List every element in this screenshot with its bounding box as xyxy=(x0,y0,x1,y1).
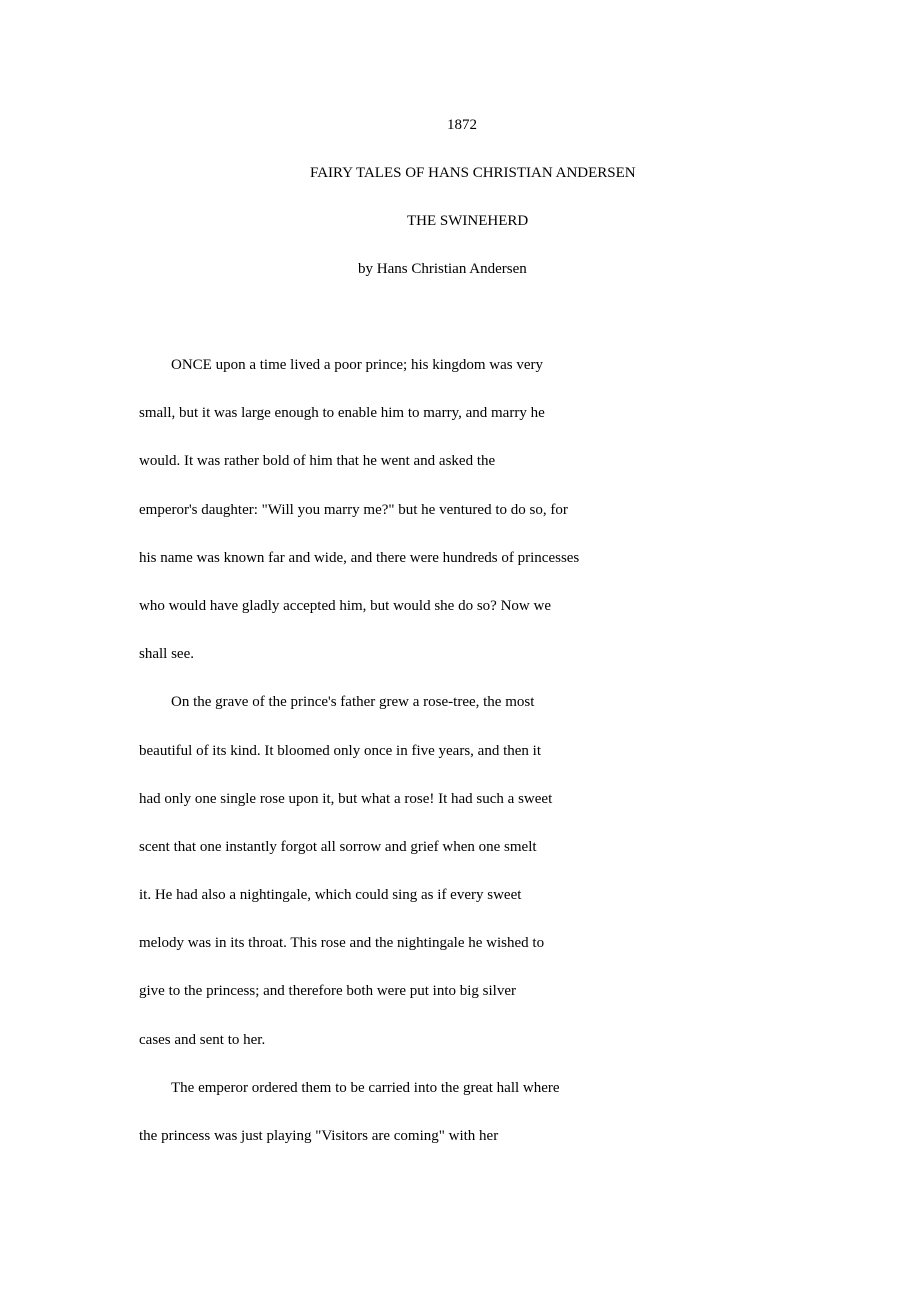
paragraph-1-line-1: ONCE upon a time lived a poor prince; his kingdom was very xyxy=(171,357,544,373)
story-body xyxy=(139,356,659,1175)
paragraph-2-line-6: melody was in its throat. This rose and the nightingale he wished to xyxy=(139,935,545,952)
paragraph-2-line-5: it. He had also a nightingale, which could sing as if every sweet xyxy=(139,887,522,904)
paragraph-2-line-3: had only one single rose upon it, but what a rose! It had such a sweet xyxy=(139,790,553,807)
paragraph-1-line-4: emperor's daughter: "Will you marry me?" but he ventured to do so, for xyxy=(139,501,568,518)
series-title: FAIRY TALES OF HANS CHRISTIAN ANDERSEN xyxy=(310,165,636,181)
paragraph-1-line-5: his name was known far and wide, and there were hundreds of princesses xyxy=(139,549,580,566)
paragraph-1-line-7: shall see. xyxy=(139,646,194,663)
paragraph-2-line-1: On the grave of the prince's father grew a rose-tree, the most xyxy=(171,694,535,711)
paragraph-3-line-2: the princess was just playing "Visitors are coming" with her xyxy=(139,1128,499,1144)
paragraph-2-line-7: give to the princess; and therefore both were put into big silver xyxy=(139,983,516,1000)
publication-year: 1872 xyxy=(447,117,477,133)
paragraph-1-line-3: would. It was rather bold of him that he went and asked the xyxy=(139,453,496,470)
story-title: THE SWINEHERD xyxy=(407,213,529,229)
paragraph-2-line-2: beautiful of its kind. It bloomed only once in five years, and then it xyxy=(139,742,541,759)
paragraph-1-line-2: small, but it was large enough to enable him to marry, and marry he xyxy=(139,405,545,422)
paragraph-3-line-1: The emperor ordered them to be carried into the great hall where xyxy=(171,1079,560,1096)
author-byline: by Hans Christian Andersen xyxy=(358,261,527,277)
paragraph-1-line-6: who would have gladly accepted him, but would she do so? Now we xyxy=(139,597,551,614)
paragraph-2-line-4: scent that one instantly forgot all sorrow and grief when one smelt xyxy=(139,838,537,855)
paragraph-2-line-8: cases and sent to her. xyxy=(139,1031,266,1048)
